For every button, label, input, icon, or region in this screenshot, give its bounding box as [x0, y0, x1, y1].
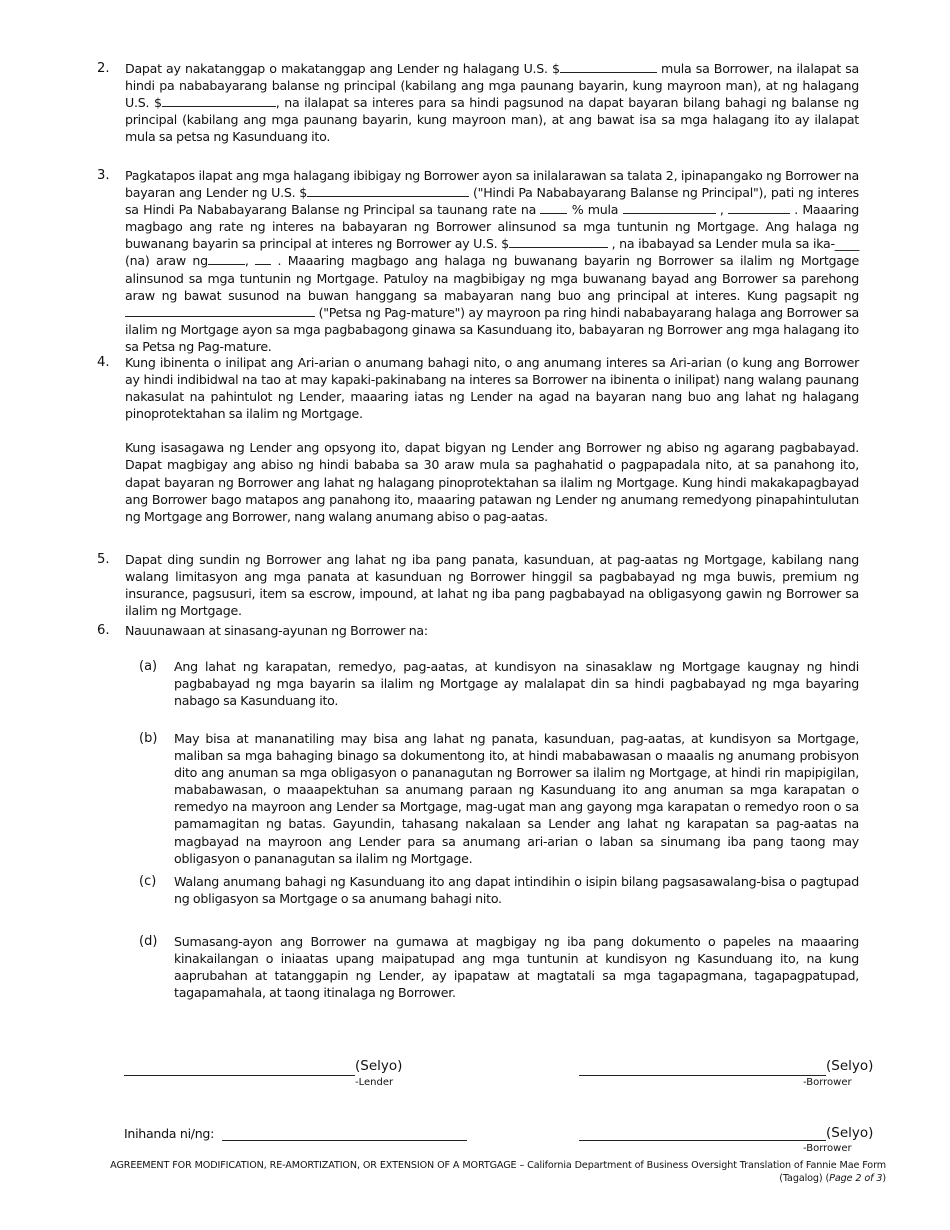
- start-date-blank: [623, 201, 716, 214]
- paragraph-number: 3.: [97, 168, 110, 183]
- maturity-date-blank: [125, 304, 315, 317]
- lender-seal-label: (Selyo): [355, 1058, 403, 1074]
- co-borrower-seal-label: (Selyo): [826, 1125, 874, 1141]
- start-year-blank: [728, 201, 790, 214]
- prepared-by-line[interactable]: [222, 1140, 467, 1141]
- text-segment: . Maaaring magbago ang halaga ng buwanang bayarin ng Borrower sa ilalim ng Mortgage alinsunod sa mga tuntunin ng Mortgage. Patuloy na magbibigay ng mga buwanang bayad ang Borrower sa parehong araw ng bawat susunod na buwan hanggang sa mabayaran nang buo ang principal at interes. Kung pagsapit ng: [125, 253, 859, 303]
- subparagraph-label: (c): [139, 874, 157, 889]
- interest-amount-blank: [162, 94, 276, 107]
- amount-blank: [560, 60, 657, 73]
- footer-dash: –: [516, 1160, 528, 1171]
- monthly-payment-blank: [509, 235, 608, 248]
- rate-blank: [540, 201, 567, 214]
- text-segment: Dapat ay nakatanggap o makatanggap ang Lender ng halagang U.S. $: [125, 61, 560, 76]
- borrower-seal-label: (Selyo): [826, 1058, 874, 1074]
- footer-form-title: AGREEMENT FOR MODIFICATION, RE-AMORTIZATION, OR EXTENSION OF A MORTGAGE: [110, 1160, 517, 1171]
- footer-language: (Tagalog) (: [779, 1173, 830, 1184]
- subparagraph-text: Walang anumang bahagi ng Kasunduang ito ang dapat intindihin o isipin bilang pagsasawalang-bisa o pagtupad ng obligasyon sa Mortgage o sa anumang bahagi nito.: [174, 874, 859, 907]
- text-segment: mula sa Borrower, na ilalapat sa hindi pa nababayarang balanse ng principal (kabilang ang mga paunang bayarin, kung mayroon man), at ng halagang U.S. $: [125, 61, 859, 111]
- paragraph-number: 2.: [97, 61, 110, 76]
- text-segment: Pagkatapos ilapat ang mga halagang ibibigay ng Borrower ayon sa inilalarawan sa talata 2, ipinapangako ng Borrower na bayaran ang Lender ng U.S. $: [125, 168, 859, 201]
- subparagraph-text: Ang lahat ng karapatan, remedyo, pag-aatas, at kundisyon na sinasaklaw ng Mortgage kaugnay ng hindi pagbabayad ng mga bayarin sa ilalim ng Mortgage ay malalapat din sa hindi pagbabayad ng mga bayaring nabago sa Kasunduang ito.: [174, 659, 859, 709]
- text-segment: , na ibabayad sa Lender mula sa ika-____ (na) araw ng: [125, 236, 859, 269]
- borrower-role-label: -Borrower: [803, 1077, 852, 1088]
- subparagraph-label: (b): [139, 731, 158, 746]
- subparagraph-text: May bisa at mananatiling may bisa ang lahat ng panata, kasunduan, pag-aatas, at kundisyon sa Mortgage, maliban sa mga bahaging binago sa dokumentong ito, at hindi mababawasan o maaalis ng anumang probisyon dito ang anuman sa mga obligasyon o pananagutan ng Borrower sa ilalim ng Mortgage, at hindi rin mapipigilan, mababawasan, o maaapektuhan sa anumang paraan ng Kasunduang ito ang anuman sa mga karapatan o remedyo na mayroon ang Lender sa Mortgage, mag-ugat man ang gayong mga karapatan o remedyo roon o sa pamamagitan ng batas. Gayundin, tahasang nakalaan sa Lender ang lahat ng karapatan sa pag-aatas na magbayad na mayroon ang Lender para sa anumang ari-arian o laban sa sinumang iba pang taong may obligasyon o pananagutan sa ilalim ng Mortgage.: [174, 731, 859, 866]
- co-borrower-role-label: -Borrower: [803, 1143, 852, 1154]
- subparagraph-label: (d): [139, 934, 158, 949]
- text-segment: ("Petsa ng Pag-mature") ay mayroon pa ring hindi nababayarang halaga ang Borrower sa ilalim ng Mortgage ayon sa mga pagbabagong ginawa sa Kasunduang ito, babayaran ng Borrower ang mga halagang ito sa Petsa ng Pag-mature.: [125, 304, 859, 354]
- footer-page-number: Page 2 of 3: [829, 1173, 883, 1184]
- paragraph-number: 6.: [97, 623, 110, 638]
- paragraph-text: Kung ibinenta o inilipat ang Ari-arian o anumang bahagi nito, o ang anumang interes sa Ari-arian (o kung ang Borrower ay hindi indibidwal na tao at may kapaki-pakinabang na interes sa Borrower na ibinenta o inilipat) nang walang paunang nakasulat na pahintulot ng Lender, maaaring iatas ng Lender na agad na bayaran nang buo ang lahat ng halagang pinoprotektahan sa ilalim ng Mortgage.: [125, 355, 859, 422]
- text-segment: . Maaaring magbago ang rate ng interes na babayaran ng Borrower alinsunod sa mga tuntunin ng Mortgage. Ang halaga ng buwanang bayarin sa principal at interes ng Borrower ay U.S. $: [125, 202, 859, 252]
- paragraph-6: [97, 622, 859, 639]
- paragraph-text: [125, 167, 859, 355]
- subparagraph-label: (a): [139, 659, 158, 674]
- page-footer: [60, 1159, 886, 1185]
- co-borrower-signature-line[interactable]: [579, 1140, 826, 1141]
- borrower-signature-line[interactable]: [579, 1075, 826, 1076]
- lender-role-label: -Lender: [355, 1077, 394, 1088]
- paragraph-text: Nauunawaan at sinasang-ayunan ng Borrower na:: [125, 623, 428, 638]
- paragraph-text: Dapat ding sundin ng Borrower ang lahat ng iba pang panata, kasunduan, at pag-aatas ng Mortgage, kabilang nang walang limitasyon ang mga panata at kasunduan ng Borrower hinggil sa pagbabayad ng mga buwis, premium ng insurance, pagsusuri, item sa escrow, impound, at lahat ng iba pang pagbabayad na obligasyong gawin ng Borrower sa ilalim ng Mortgage.: [125, 552, 859, 619]
- paragraph-text-continued: Kung isasagawa ng Lender ang opsyong ito, dapat bigyan ng Lender ang Borrower ng abiso ng agarang pagbabayad. Dapat magbigay ang abiso ng hindi bababa sa 30 araw mula sa paghahatid o pagpapadala nito, at sa panahong ito, dapat bayaran ng Borrower ang lahat ng halagang pinoprotektahan sa ilalim ng Mortgage. Kung hindi makakapagbayad ang Borrower bago matapos ang panahong ito, maaaring patawan ng Lender ng anumang remedyong pinapahintulutan ng Mortgage ang Borrower, nang walang anumang abiso o pag-aatas.: [125, 440, 859, 524]
- unpaid-principal-blank: [307, 184, 469, 197]
- footer-source: California Department of Business Oversight Translation of Fannie Mae Form: [527, 1160, 886, 1171]
- subparagraph-c: [139, 873, 859, 907]
- subparagraph-d: [139, 933, 859, 1001]
- subparagraph-text: Sumasang-ayon ang Borrower na gumawa at magbigay ng iba pang dokumento o papeles na maaaring kinakailangan o iniaatas upang maipatupad ang mga tuntunin at kundisyon ng Kasunduang ito, na kung aaprubahan at tatanggapin ng Lender, ay ipapataw at magtatali sa mga tagapagmana, tagapagpatupad, tagapamahala, at taong itinalaga ng Borrower.: [174, 934, 859, 1001]
- lender-signature-line[interactable]: [124, 1075, 355, 1076]
- paragraph-number: 4.: [97, 355, 110, 370]
- paragraph-4: [97, 354, 859, 525]
- text-segment: % mula: [567, 202, 623, 218]
- paragraph-2: [97, 60, 859, 145]
- text-segment: , na ilalapat sa interes para sa hindi pagsunod na dapat bayaran bilang bahagi ng balanse ng principal (kabilang ang mga paunang bayarin, kung mayroon man), at ang bawat isa sa mga halagang ito ay ilalapat mula sa petsa ng Kasunduang ito.: [125, 95, 859, 145]
- paragraph-5: [97, 551, 859, 619]
- footer-close: ): [882, 1173, 886, 1184]
- text-segment: ,: [244, 253, 256, 269]
- text-segment: ,: [715, 202, 728, 218]
- prepared-by-label: Inihanda ni/ng:: [124, 1126, 215, 1141]
- month-blank: [208, 252, 245, 265]
- year-blank: [255, 252, 271, 265]
- subparagraph-a: [139, 658, 859, 709]
- paragraph-3: [97, 167, 859, 355]
- text-segment: ("Hindi Pa Nababayarang Balanse ng Principal"), pati ng interes sa Hindi Pa Nababayarang Balanse ng Principal sa taunang rate na: [125, 185, 859, 218]
- paragraph-text: [125, 60, 859, 145]
- subparagraph-b: [139, 730, 859, 867]
- paragraph-number: 5.: [97, 552, 110, 567]
